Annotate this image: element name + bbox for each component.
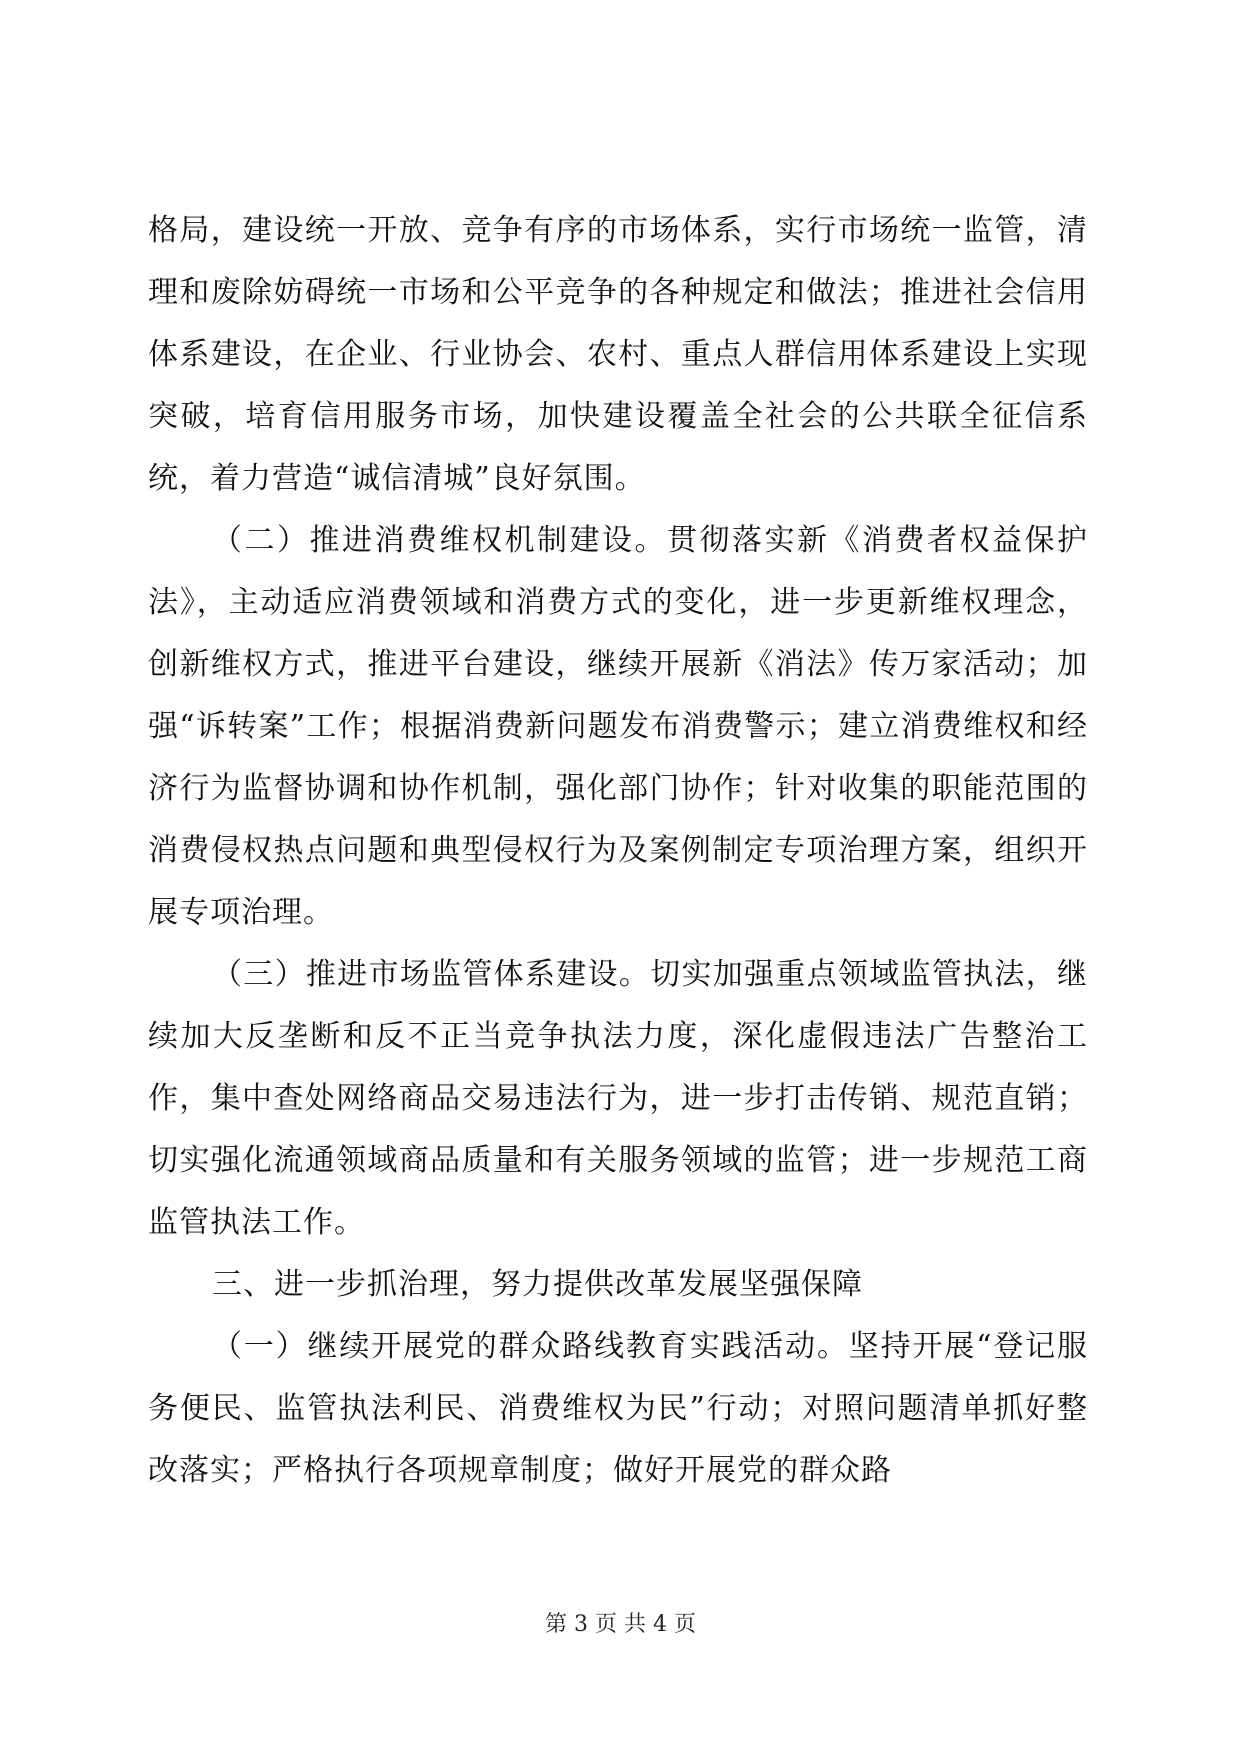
section-heading: 三、进一步抓治理，努力提供改革发展坚强保障: [212, 1267, 863, 1302]
document-body: [148, 200, 1088, 1502]
page-footer: 第 3 页 共 4 页: [545, 1612, 696, 1637]
paragraph-2: （二）推进消费维权机制建设。贯彻落实新《消费者权益保护法》，主动适应消费领域和消费方式的变化，进一步更新维权理念，创新维权方式，推进平台建设，继续开展新《消法》传万家活动；加强“诉转案”工作；根据消费新问题发布消费警示；建立消费维权和经济行为监督协调和协作机制，强化部门协作；针对收集的职能范围的消费侵权热点问题和典型侵权行为及案例制定专项治理方案，组织开展专项治理。: [148, 523, 1088, 930]
paragraph-3: （三）推进市场监管体系建设。切实加强重点领域监管执法，继续加大反垄断和反不正当竞争执法力度，深化虚假违法广告整治工作，集中查处网络商品交易违法行为，进一步打击传销、规范直销；切实强化流通领域商品质量和有关服务领域的监管；进一步规范工商监管执法工作。: [148, 957, 1088, 1240]
paragraph-1: 格局，建设统一开放、竞争有序的市场体系，实行市场统一监管，清理和废除妨碍统一市场和公平竞争的各种规定和做法；推进社会信用体系建设，在企业、行业协会、农村、重点人群信用体系建设上实现突破，培育信用服务市场，加快建设覆盖全社会的公共联全征信系统，着力营造“诚信清城”良好氛围。: [148, 213, 1088, 496]
paragraph-4: （一）继续开展党的群众路线教育实践活动。坚持开展“登记服务便民、监管执法利民、消费维权为民”行动；对照问题清单抓好整改落实；严格执行各项规章制度；做好开展党的群众路: [148, 1329, 1088, 1488]
